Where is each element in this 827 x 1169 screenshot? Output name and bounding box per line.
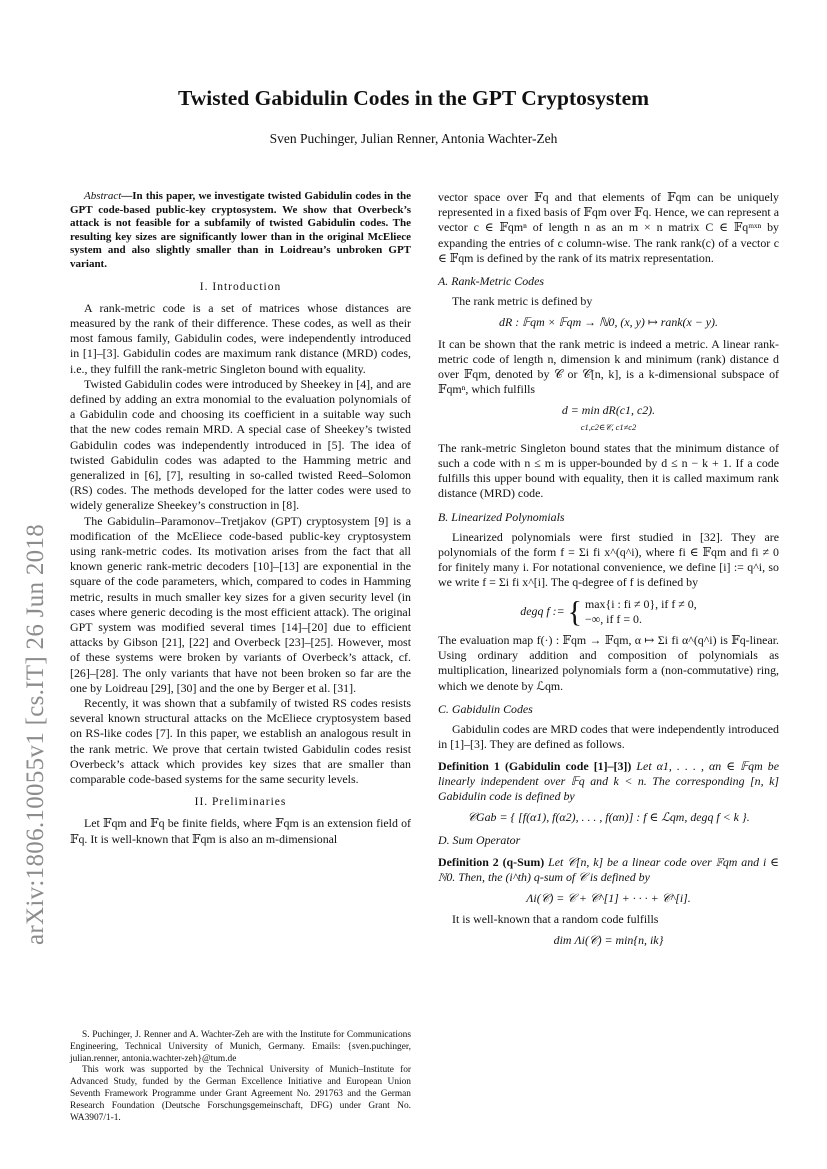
intro-paragraph-2: Twisted Gabidulin codes were introduced by Sheekey in [4], and are defined by adding an extra monomial to the evaluation polynomials of a Gabidulin code and choosing its coefficient in a suitable way such that the new codes remain MRD. A special case of Sheekey’s twisted Gabidulin codes was independently introduced in [5]. The idea of twisted Gabidulin codes was adapted to the Hamming metric and generalized in [6], [7], resulting in so-called twisted Reed–Solomon (RS) codes. The methods developed for the latter codes were used to widely generalize Sheekey’s construction in [8]. <box>70 376 411 513</box>
definition-1-label: Definition 1 (Gabidulin code [1]–[3]) <box>438 758 632 773</box>
equation-min-distance-main: d = min dR(c1, c2). <box>561 403 656 418</box>
equation-dimension: dim Λi(𝒞) = min{n, ik} <box>553 933 664 948</box>
equation-q-degree <box>438 597 779 627</box>
equation-brace: { <box>567 595 583 629</box>
equation-q-sum: Λi(𝒞) = 𝒞 + 𝒞^[1] + · · · + 𝒞^[i]. <box>526 890 691 905</box>
prelim-paragraph-1: Let 𝔽qm and 𝔽q be finite fields, where 𝔽qm is an extension field of 𝔽q. It is well-known that 𝔽qm is also an m-dimensional <box>70 816 411 846</box>
intro-paragraph-4: Recently, it was shown that a subfamily of twisted RS codes resists several known structural attacks on the McEliece cryptosystem based on RS-like codes [7]. In this paper, we establish an analogous result in the rank metric. We prove that certain twisted Gabidulin codes resist Overbeck’s attack which provides key sizes that are smaller than comparable code-based systems for the same security levels. <box>70 696 411 787</box>
equation-min-distance <box>438 403 779 434</box>
equation-q-degree-cases <box>585 597 697 627</box>
definition-2 <box>438 855 779 885</box>
footnote-affiliation: S. Puchinger, J. Renner and A. Wachter-Zeh are with the Institute for Communications Engineering, Technical University of Munich, Germany. Emails: {sven.puchinger, julian.renner, antonia.wachter-zeh}@tum.de <box>70 1030 411 1064</box>
abstract-text: —In this paper, we investigate twisted Gabidulin codes in the GPT code-based public-key cryptosystem. We show that Overbeck’s attack is not feasible for a subfamily of twisted Gabidulin codes. The resulting key sizes are significantly lower than in the original McEliece system and also slightly smaller than in Loidreau’s unbroken GPT variant. <box>70 190 411 270</box>
gabidulin-paragraph: Gabidulin codes are MRD codes that were independently introduced in [1]–[3]. They are defined as follows. <box>438 722 779 752</box>
footnote-funding: This work was supported by the Technical University of Munich–Institute for Advanced Study, funded by the German Excellence Initiative and European Union Seventh Framework Programme under Grant Agreement No. 291763 and the German Research Foundation (Deutsche Forschungsgemeinschaft, DFG) under Grant No. WA3907/1-1. <box>70 1065 411 1123</box>
singleton-paragraph: The rank-metric Singleton bound states that the minimum distance of such a code with n ≤ m is upper-bounded by d ≤ n − k + 1. If a code fulfills this upper bound with equality, then it is called maximum rank distance (MRD) code. <box>438 440 779 501</box>
subsection-heading-linearized-polynomials: B. Linearized Polynomials <box>438 509 565 524</box>
random-code-paragraph: It is well-known that a random code fulfills <box>452 912 659 927</box>
paper-authors: Sven Puchinger, Julian Renner, Antonia Wachter-Zeh <box>269 131 558 146</box>
definition-2-label: Definition 2 (q-Sum) <box>438 854 545 869</box>
equation-min-distance-subscript: c1,c2∈𝒞, c1≠c2 <box>580 421 637 432</box>
abstract <box>70 190 411 272</box>
right-column <box>438 190 779 955</box>
linearized-paragraph-1: Linearized polynomials were first studied in [32]. They are polynomials of the form f = Σi fi x^(q^i), where fi ∈ 𝔽qm and fi ≠ 0 for finitely many i. For notational convenience, we define [i] := q^i, so we write f = Σi fi x^[i]. The q-degree of f is defined by <box>438 529 779 590</box>
abstract-label: Abstract <box>84 190 122 202</box>
arxiv-identifier: arXiv:1806.10055v1 [cs.IT] 26 Jun 2018 <box>22 523 49 945</box>
definition-1 <box>438 759 779 805</box>
equation-rank-metric: dR : 𝔽qm × 𝔽qm → ℕ0, (x, y) ↦ rank(x − y). <box>499 315 718 330</box>
equation-gabidulin-code: 𝒞Gab = { [f(α1), f(α2), . . . , f(αn)] : f ∈ ℒqm, degq f < k }. <box>467 810 750 825</box>
definition-2-body: Let 𝒞[n, k] be a linear code over 𝔽qm and i ∈ ℕ0. Then, the (i^th) q-sum of 𝒞 is defined by <box>438 854 779 884</box>
equation-q-degree-case-1: max{i : fi ≠ 0}, if f ≠ 0, <box>585 596 697 611</box>
section-heading-preliminaries: II. Preliminaries <box>194 796 287 809</box>
left-column <box>70 190 411 847</box>
rank-metric-paragraph: It can be shown that the rank metric is indeed a metric. A linear rank-metric code of length n, dimension k and minimum (rank) distance d over 𝔽qm, denoted by 𝒞 or 𝒞[n, k], is a k-dimensional subspace of 𝔽qmⁿ, which fulfills <box>438 336 779 397</box>
intro-paragraph-3: The Gabidulin–Paramonov–Tretjakov (GPT) cryptosystem [9] is a modification of the McEliece code-based public-key cryptosystem using rank-metric codes. Its motivation arises from the fact that all known generic rank-metric decoders [10]–[13] are exponential in the square of the code parameters, which, compared to codes in Hamming metric, results in much smaller key sizes for a given security level (in cases where generic decoding is the most efficient attack). The original GPT system was modified several times [14]–[20] due to efficient attacks by Gibson [21], [22] and Overbeck [23]–[25]. However, most of these systems were broken by variants of Overbeck’s attack, cf. [26]–[28]. The only variants that have not been broken so far are the one by Loidreau [29], [30] and the one by Berger et al. [31]. <box>70 513 411 695</box>
footnotes <box>70 1030 411 1124</box>
subsection-heading-rank-metric: A. Rank-Metric Codes <box>438 274 544 289</box>
equation-q-degree-case-2: −∞, if f = 0. <box>585 611 642 626</box>
intro-paragraph-1: A rank-metric code is a set of matrices whose distances are measured by the rank of their difference. These codes, as well as their most famous family, Gabidulin codes, were independently introduced in [1]–[3]. Gabidulin codes are maximum rank distance (MRD) codes, i.e., they fulfill the rank-metric Singleton bound with equality. <box>70 300 411 376</box>
equation-q-degree-lhs: degq f := <box>520 603 565 618</box>
subsection-heading-gabidulin-codes: C. Gabidulin Codes <box>438 701 533 716</box>
rank-paragraph-0: vector space over 𝔽q and that elements of 𝔽qm can be uniquely represented in a fixed basis of 𝔽qm over 𝔽q. Hence, we can represent a vector c ∈ 𝔽qmⁿ of length n as an m × n matrix C ∈ 𝔽qᵐˣⁿ by expanding the entries of c column-wise. The rank rank(c) of a vector c ∈ 𝔽qm is defined by the rank of its matrix representation. <box>438 190 779 265</box>
paper-title: Twisted Gabidulin Codes in the GPT Cryptosystem <box>177 86 650 110</box>
definition-1-body: Let α1, . . . , αn ∈ 𝔽qm be linearly independent over 𝔽q and k < n. The corresponding [n, k] Gabidulin code is defined by <box>438 758 780 803</box>
section-heading-introduction: I. Introduction <box>199 280 282 293</box>
evaluation-map-paragraph: The evaluation map f(·) : 𝔽qm → 𝔽qm, α ↦ Σi fi α^(q^i) is 𝔽q-linear. Using ordinary addition and composition of polynomials as multiplication, linearized polynomials form a (non-commutative) ring, which we denote by ℒqm. <box>438 633 779 693</box>
rank-metric-intro: The rank metric is defined by <box>452 294 593 309</box>
subsection-heading-sum-operator: D. Sum Operator <box>438 833 521 848</box>
